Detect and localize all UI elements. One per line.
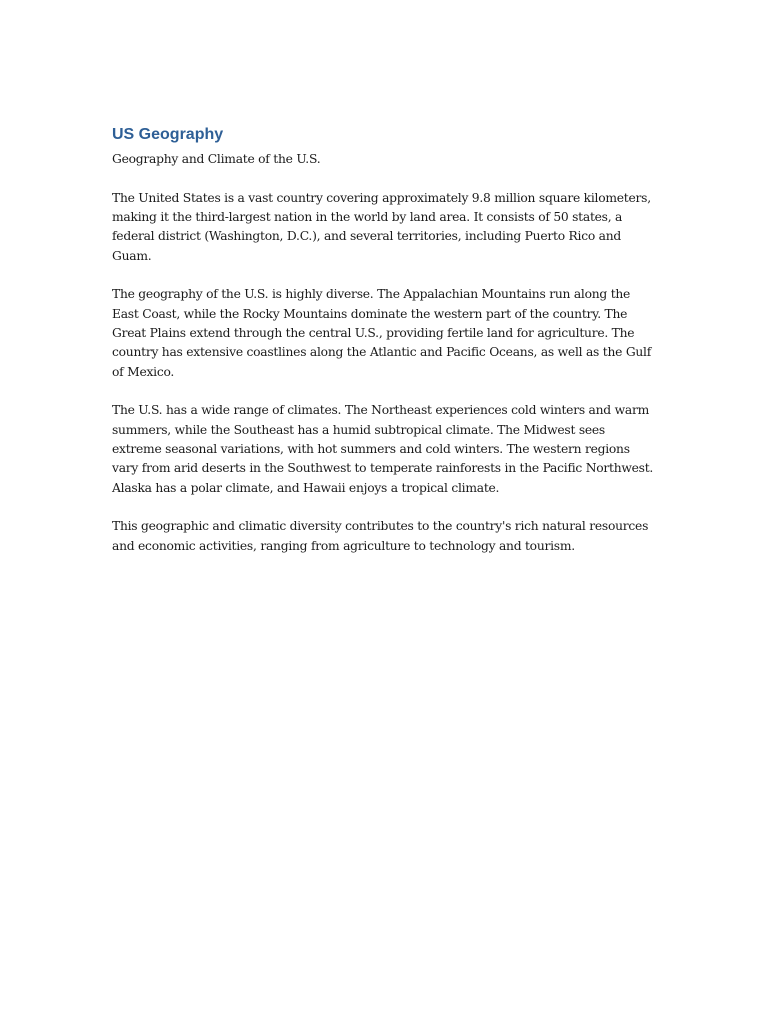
document-subtitle: Geography and Climate of the U.S. — [112, 152, 321, 166]
paragraph-overview: The United States is a vast country covering approximately 9.8 million square kilometers, making it the third-largest nation in the world by land area. It consists of 50 states, a federal district (Washington, D.C.), and several territories, including Puerto Rico and Guam. — [112, 190, 651, 263]
paragraph-climate: The U.S. has a wide range of climates. The Northeast experiences cold winters and warm summers, while the Southeast has a humid subtropical climate. The Midwest sees extreme seasonal variations, with hot summers and cold winters. The western regions vary from arid deserts in the Southwest to temperate rainforests in the Pacific Northwest. Alaska has a polar climate, and Hawaii enjoys a tropical climate. — [112, 403, 654, 495]
paragraph-geography: The geography of the U.S. is highly diverse. The Appalachian Mountains run along the East Coast, while the Rocky Mountains dominate the western part of the country. The Great Plains extend through the central U.S., providing fertile land for agriculture. The country has extensive coastlines along the Atlantic and Pacific Oceans, as well as the Gulf of Mexico. — [112, 287, 652, 379]
document-title: US Geography — [112, 126, 224, 143]
document-body — [112, 124, 658, 575]
paragraph-conclusion: This geographic and climatic diversity contributes to the country's rich natural resources and economic activities, ranging from agriculture to technology and tourism. — [112, 519, 649, 553]
